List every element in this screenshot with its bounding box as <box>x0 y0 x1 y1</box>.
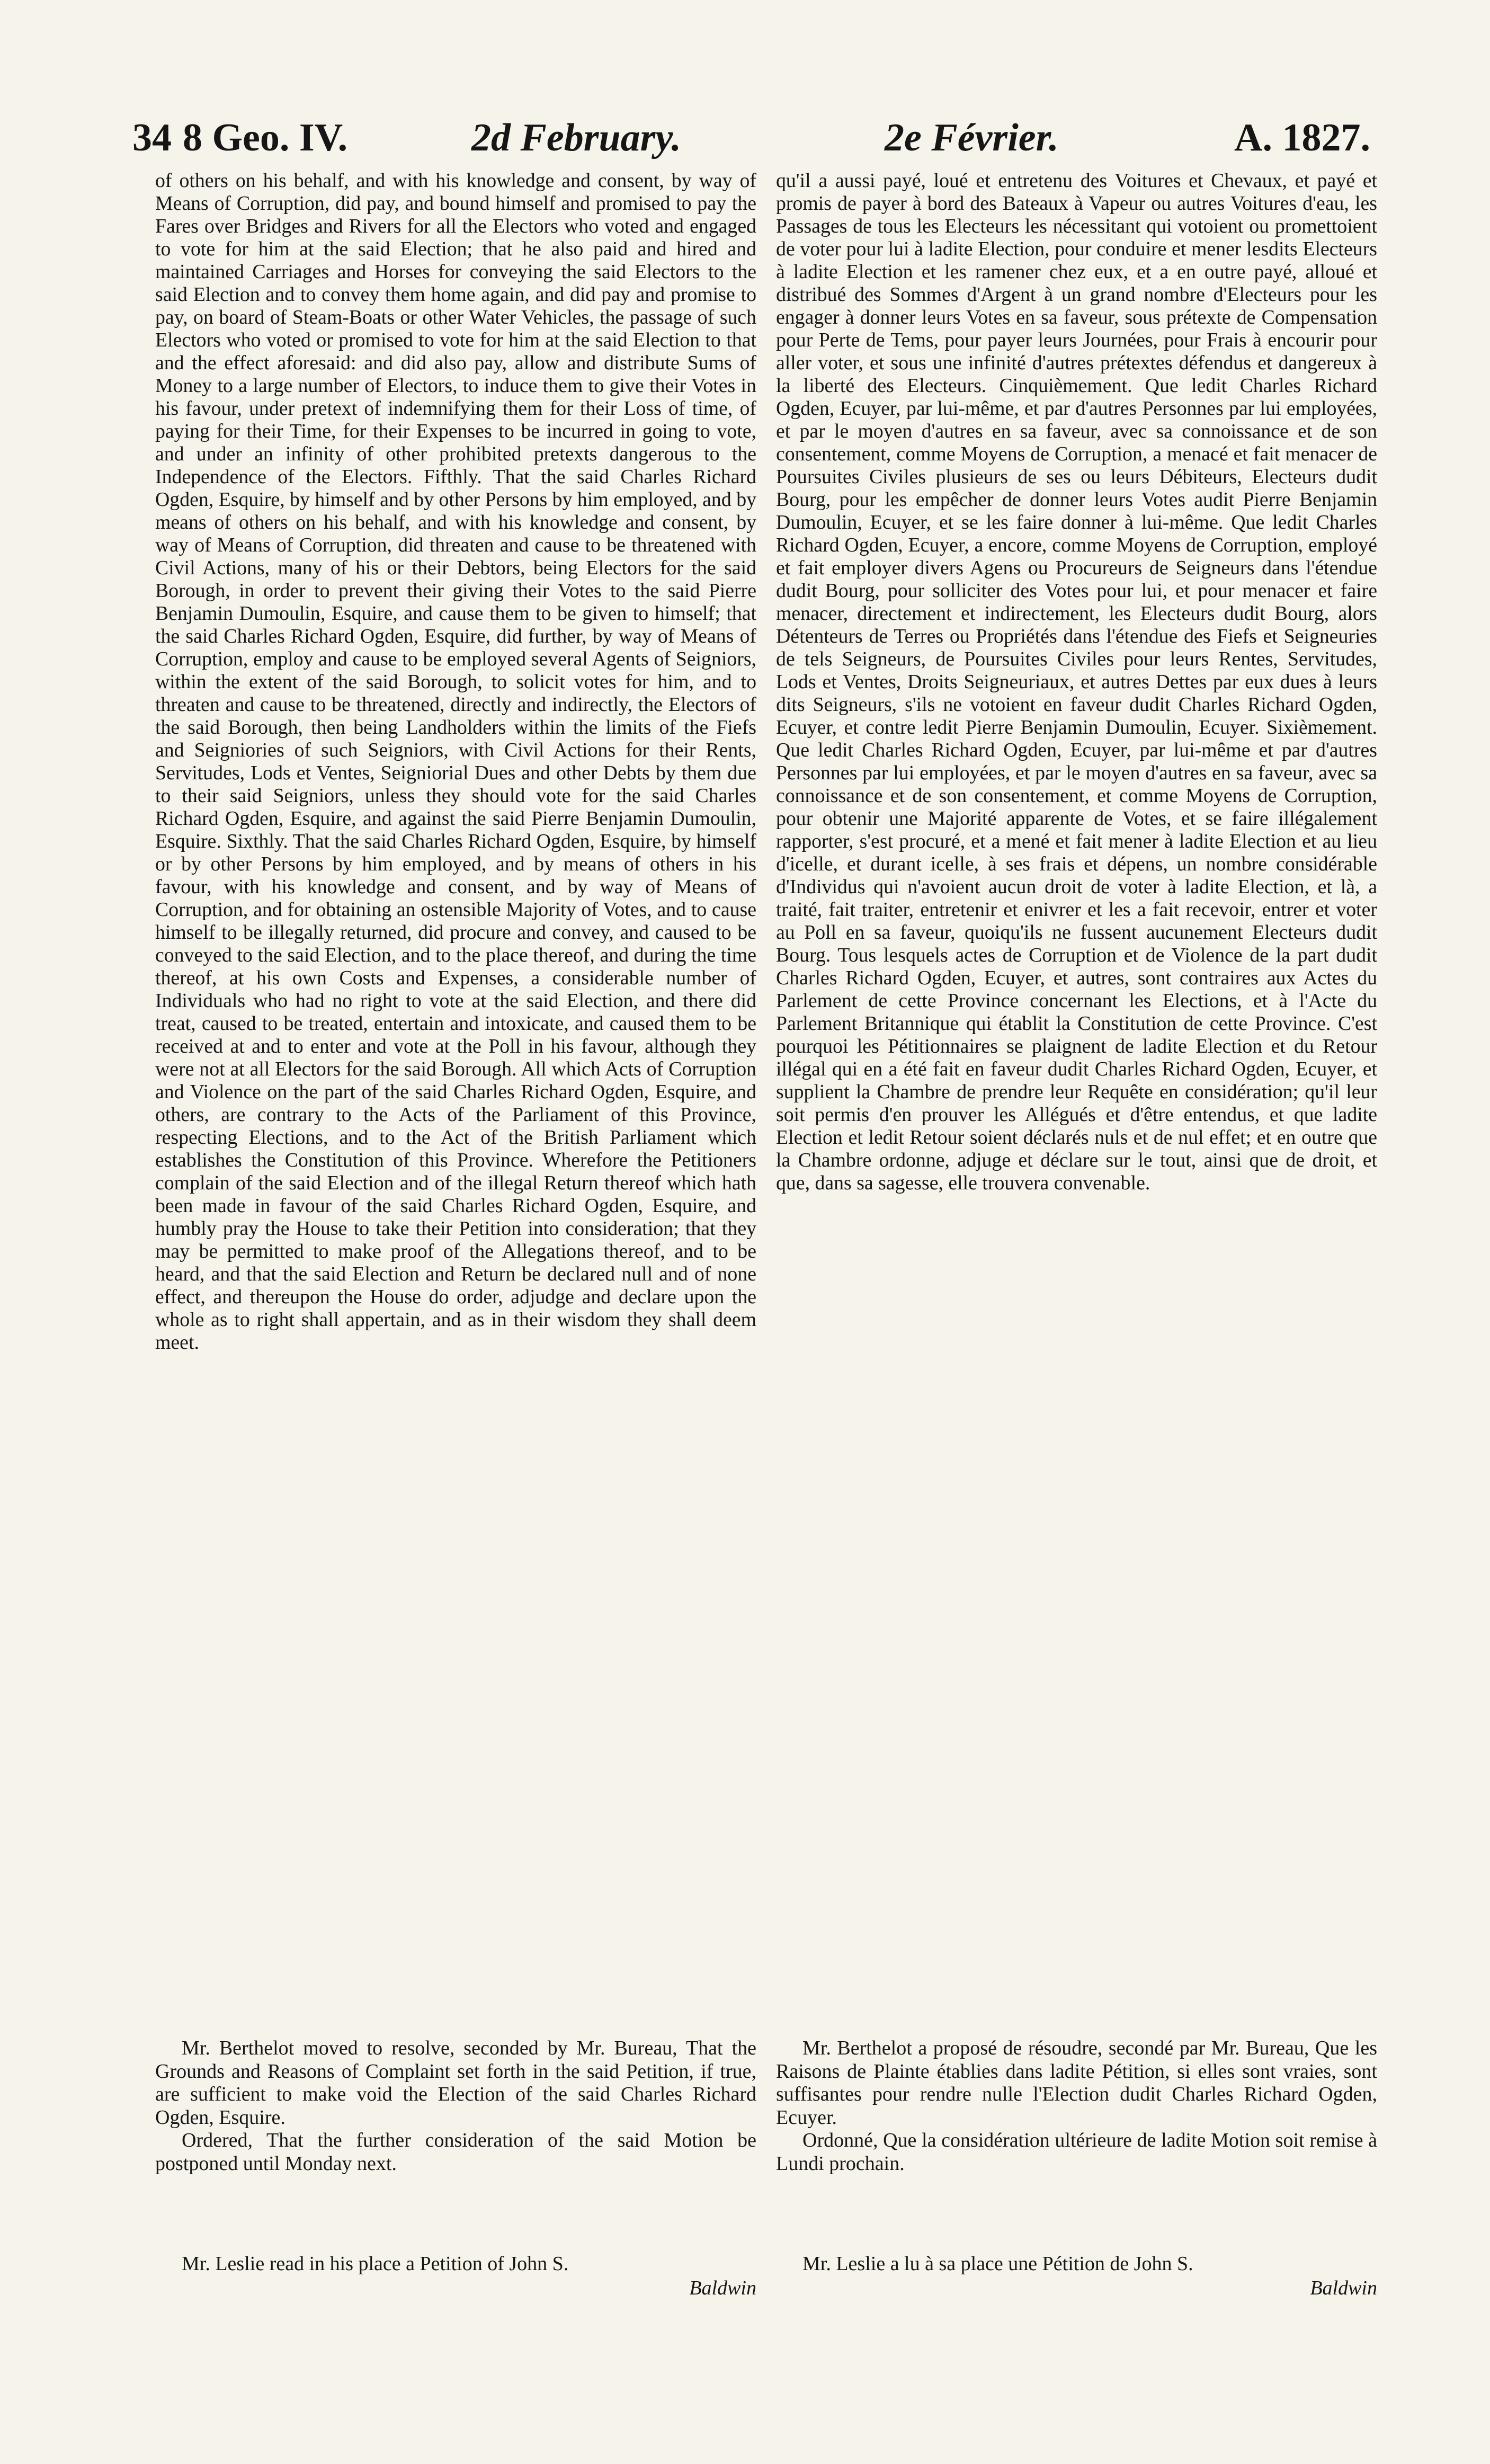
catchword: Baldwin <box>689 2277 756 2299</box>
running-header <box>132 106 1377 170</box>
year: A. 1827. <box>1234 116 1370 159</box>
english-paragraph: of others on his behalf, and with his knowledge and consent, by way of Means of Corruption, did pay, and bound himself and promised to pay the Fares over Bridges and Rivers for all the Electors who voted and engaged to vote for him at the said Election; that he also paid and hired and maintained Carriages and Horses for conveying the said Electors to the said Election and to convey them home again, and did pay and promise to pay, on board of Steam-Boats or other Water Vehicles, the passage of such Electors who voted or promised to vote for him at the said Election to that and the effect aforesaid: and did also pay, allow and distribute Sums of Money to a large number of Electors, to induce them to give their Votes in his favour, under pretext of indemnifying them for their Loss of time, of paying for their Time, for their Expenses to be incurred in going to vote, and under an infinity of other prohibited pretexts dangerous to the Independence of the Electors. Fifthly. That the said Charles Richard Ogden, Esquire, by himself and by other Persons by him employed, and by means of others on his behalf, and with his knowledge and consent, by way of Means of Corruption, did threaten and cause to be threatened with Civil Actions, many of his or their Debtors, being Electors for the said Borough, in order to prevent their giving their Votes to the said Pierre Benjamin Dumoulin, Esquire, and cause them to be given to himself; that the said Charles Richard Ogden, Esquire, did further, by way of Means of Corruption, employ and cause to be employed several Agents of Seigniors, within the extent of the said Borough, to solicit votes for him, and to threaten and cause to be threatened, directly and indirectly, the Electors of the said Borough, then being Landholders within the limits of the Fiefs and Seigniories of such Seigniors, with Civil Actions for their Rents, Servitudes, Lods et Ventes, Seigniorial Dues and other Debts by them due to their said Seigniors, unless they should vote for the said Charles Richard Ogden, Esquire, and against the said Pierre Benjamin Dumoulin, Esquire. Sixthly. That the said Charles Richard Ogden, Esquire, by himself or by other Persons by him employed, and by means of others in his favour, with his knowledge and consent, and by way of Means of Corruption, and for obtaining an ostensible Majority of Votes, and to cause himself to be illegally returned, did procure and convey, and caused to be conveyed to the said Election, and to the place thereof, and during the time thereof, at his own Costs and Expenses, a considerable number of Individuals who had no right to vote at the said Election, and there did treat, caused to be treated, entertain and intoxicate, and caused them to be received at and to enter and vote at the Poll in his favour, although they were not at all Electors for the said Borough. All which Acts of Corruption and Violence on the part of the said Charles Richard Ogden, Esquire, and others, are contrary to the Acts of the Parliament of this Province, respecting Elections, and to the Act of the British Parliament which establishes the Constitution of this Province. Wherefore the Petitioners complain of the said Election and of the illegal Return thereof which hath been made in favour of the said Charles Richard Ogden, Esquire, and humbly pray the House to take their Petition into consideration; that they may be permitted to make proof of the Allegations thereof, and to be heard, and that the said Election and Return be declared null and of none effect, and thereupon the House do order, adjudge and declare upon the whole as to right shall appertain, and as in their wisdom they shall deem meet. <box>155 170 756 1354</box>
motion-paragraph: Mr. Berthelot moved to resolve, seconded by Mr. Bureau, That the Grounds and Reasons of Complaint set forth in the said Petition, if true, are sufficient to make void the Election of the said Charles Richard Ogden, Esquire. <box>155 2037 756 2129</box>
order-paragraph: Ordonné, Que la considération ultérieure de ladite Motion soit remise à Lundi prochain. <box>776 2129 1377 2175</box>
english-motion <box>155 2037 756 2175</box>
petition-line: Mr. Leslie a lu à sa place une Pétition de John S. <box>802 2253 1193 2275</box>
french-motion <box>776 2037 1377 2175</box>
motion-paragraph: Mr. Berthelot a proposé de résoudre, secondé par Mr. Bureau, Que les Raisons de Plainte établies dans ladite Pétition, si elles sont vraies, sont suffisantes pour rendre nulle l'Election dudit Charles Richard Ogden, Ecuyer. <box>776 2037 1377 2129</box>
petition-line: Mr. Leslie read in his place a Petition of John S. <box>182 2253 569 2275</box>
english-petition-notice <box>155 2252 756 2300</box>
french-petition-notice <box>776 2252 1377 2300</box>
date-english: 2d February. <box>471 116 682 159</box>
date-french: 2e Février. <box>885 116 1059 159</box>
french-column <box>776 170 1377 1195</box>
order-paragraph: Ordered, That the further consideration of the said Motion be postponed until Monday next. <box>155 2129 756 2175</box>
french-paragraph: qu'il a aussi payé, loué et entretenu des Voitures et Chevaux, et payé et promis de payer à bord des Bateaux à Vapeur ou autres Voitures d'eau, les Passages de tous les Electeurs les nécessitant qui votoient ou promettoient de voter pour lui à ladite Election, pour conduire et mener lesdits Electeurs à ladite Election et les ramener chez eux, et a en outre payé, alloué et distribué des Sommes d'Argent à un grand nombre d'Electeurs pour les engager à donner leurs Votes en sa faveur, sous prétexte de Compensation pour Perte de Tems, pour payer leurs Journées, pour Frais à encourir pour aller voter, et sous une infinité d'autres prétextes défendus et dangereux à la liberté des Electeurs. Cinquièmement. Que ledit Charles Richard Ogden, Ecuyer, par lui-même, et par d'autres Personnes par lui employées, et par le moyen d'autres en sa faveur, avec sa connoissance et de son consentement, comme Moyens de Corruption, a menacé et fait menacer de Poursuites Civiles plusieurs de ses ou leurs Débiteurs, Electeurs dudit Bourg, pour les empêcher de donner leurs Votes audit Pierre Benjamin Dumoulin, Ecuyer, et se les faire donner à lui-même. Que ledit Charles Richard Ogden, Ecuyer, a encore, comme Moyens de Corruption, employé et fait employer divers Agens ou Procureurs de Seigneurs dans l'étendue dudit Bourg, pour solliciter des Votes pour lui, et pour menacer et faire menacer, directement et indirectement, les Electeurs dudit Bourg, alors Détenteurs de Terres ou Propriétés dans l'étendue des Fiefs et Seigneuries de tels Seigneurs, de Poursuites Civiles pour leurs Rentes, Servitudes, Lods et Ventes, Droits Seigneuriaux, et autres Dettes par eux dues à leurs dits Seigneurs, s'ils ne votoient en faveur dudit Charles Richard Ogden, Ecuyer, et contre ledit Pierre Benjamin Dumoulin, Ecuyer. Sixièmement. Que ledit Charles Richard Ogden, Ecuyer, par lui-même et par d'autres Personnes par lui employées, et par le moyen d'autres en sa faveur, avec sa connoissance et de son consentement, et comme Moyens de Corruption, pour obtenir une Majorité apparente de Votes, et se faire illégalement rapporter, s'est procuré, et a mené et fait mener à ladite Election et au lieu d'icelle, et durant icelle, à ses frais et dépens, un nombre considérable d'Individus qui n'avoient aucun droit de voter à ladite Election, et là, a traité, fait traiter, entretenir et enivrer et les a fait recevoir, entrer et voter au Poll en sa faveur, quoiqu'ils ne fussent aucunement Electeurs dudit Bourg. Tous lesquels actes de Corruption et de Violence de la part dudit Charles Richard Ogden, Ecuyer, et autres, sont contraires aux Actes du Parlement de cette Province concernant les Elections, et à l'Acte du Parlement Britannique qui établit la Constitution de cette Province. C'est pourquoi les Pétitionnaires se plaignent de ladite Election et du Retour illégal qui en a été fait en faveur dudit Charles Richard Ogden, Ecuyer, et supplient la Chambre de prendre leur Requête en considération; qu'il leur soit permis d'en prouver les Allégués et d'être entendus, et que ladite Election et ledit Retour soient déclarés nuls et de nul effet; et en outre que la Chambre ordonne, adjuge et déclare sur le tout, ainsi que de droit, et que, dans sa sagesse, elle trouvera convenable. <box>776 170 1377 1194</box>
english-column <box>155 170 756 1354</box>
catchword: Baldwin <box>1310 2277 1377 2299</box>
regnal-year: 8 Geo. IV. <box>183 116 348 159</box>
page-number: 34 <box>132 116 172 159</box>
